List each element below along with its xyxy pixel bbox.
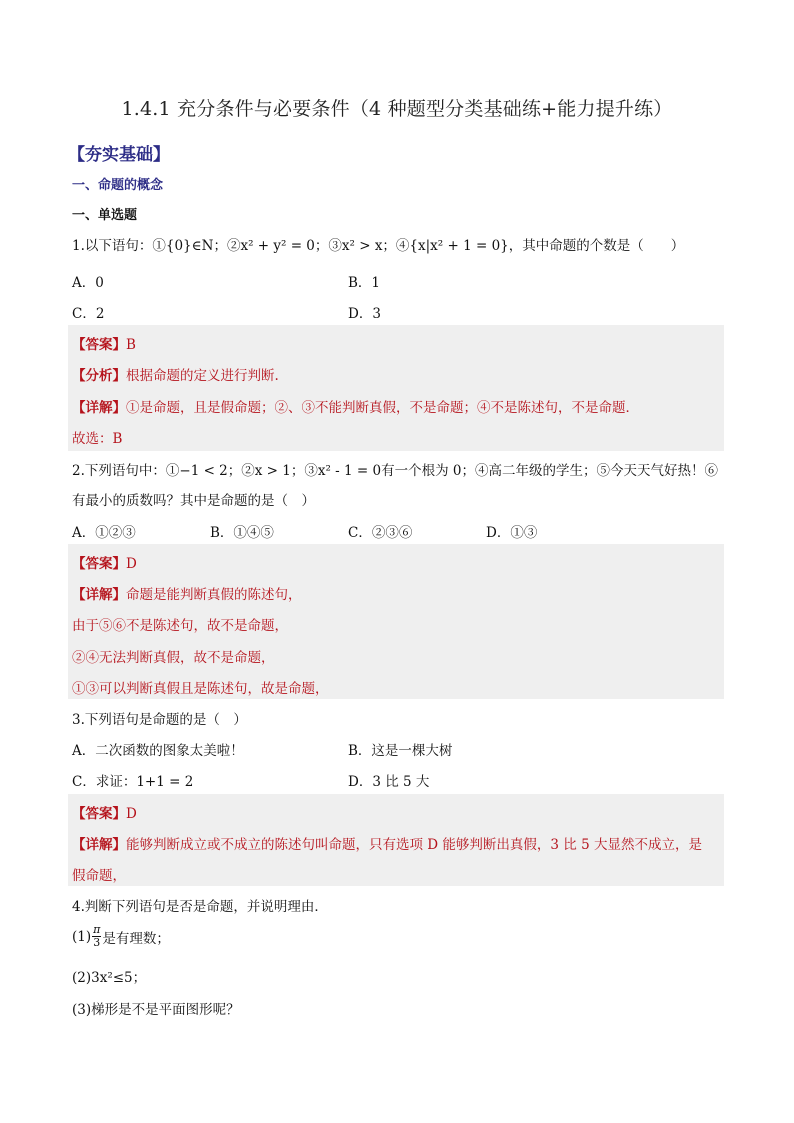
q2-option-d: D．①③ (486, 525, 538, 541)
q2-option-a: A．①②③ (72, 525, 136, 541)
q2-detail-line3: ②④无法判断真假，故不是命题， (72, 650, 275, 666)
item-prefix: (1) (72, 928, 92, 945)
q1-option-c: C．2 (72, 306, 105, 322)
q1-choice: 故选：B (72, 431, 123, 447)
detail-text: ①是命题，且是假命题；②、③不能判断真假，不是命题；④不是陈述句，不是命题． (126, 400, 639, 416)
q2-detail-line2: 由于⑤⑥不是陈述句，故不是命题， (72, 618, 288, 634)
q1-stem: 1.以下语句：①{0}∈N；②x² + y² = 0；③x² > x；④{x|x² + 1 = 0}，其中命题的个数是（ ） (72, 238, 685, 254)
question-type-heading: 一、单选题 (72, 208, 138, 223)
q2-stem-line2: 有最小的质数吗？其中是命题的是（ ） (72, 493, 315, 509)
q2-stem-line1: 2.下列语句中：①−1 < 2；②x > 1；③x² - 1 = 0有一个根为 0；④高二年级的学生；⑤今天天气好热！⑥ (72, 463, 718, 479)
detail-text: 命题是能判断真假的陈述句， (126, 587, 302, 603)
q2-option-c: C．②③⑥ (348, 525, 413, 541)
analysis-tag: 【分析】 (72, 368, 126, 384)
analysis-text: 根据命题的定义进行判断. (126, 368, 279, 384)
answer-value: D (126, 806, 137, 822)
q2-answer (72, 552, 137, 572)
answer-tag: 【答案】 (72, 337, 126, 353)
item-text: 是有理数； (102, 930, 170, 947)
answer-tag: 【答案】 (72, 806, 126, 822)
q3-option-a: A．二次函数的图象太美啦！ (72, 743, 244, 759)
detail-tag: 【详解】 (72, 837, 126, 853)
detail-text: 能够判断成立或不成立的陈述句叫命题，只有选项 D 能够判断出真假，3 比 5 大显然不成立，是 (126, 837, 702, 853)
q3-detail (72, 833, 702, 853)
q2-detail-line4: ①③可以判断真假且是陈述句，故是命题， (72, 681, 329, 697)
answer-value: D (126, 556, 137, 572)
page-title: 1.4.1 充分条件与必要条件（4 种题型分类基础练+能力提升练） (121, 98, 673, 120)
q1-option-a: A．0 (72, 275, 104, 291)
q2-option-b: B．①④⑤ (210, 525, 274, 541)
q3-option-d: D．3 比 5 大 (348, 774, 430, 790)
answer-tag: 【答案】 (72, 556, 126, 572)
q1-analysis (72, 364, 279, 384)
q2-detail (72, 583, 302, 603)
topic-heading: 一、命题的概念 (72, 178, 164, 193)
fraction-numerator: π (93, 923, 101, 936)
q3-detail-line2: 假命题， (72, 868, 126, 884)
q3-stem: 3.下列语句是命题的是（ ） (72, 712, 247, 728)
q4-item-2: (2)3x²≤5； (72, 970, 147, 986)
q3-answer (72, 802, 137, 822)
q1-option-b: B．1 (348, 275, 381, 291)
q4-item-3: (3)梯形是不是平面图形呢？ (72, 1002, 240, 1018)
fraction-denominator: 3 (93, 936, 101, 949)
detail-tag: 【详解】 (72, 587, 126, 603)
section-heading: 【夯实基础】 (68, 145, 170, 165)
q1-detail (72, 396, 639, 416)
q1-answer (72, 333, 136, 353)
detail-tag: 【详解】 (72, 400, 126, 416)
q4-stem: 4.判断下列语句是否是命题，并说明理由． (72, 899, 328, 915)
answer-value: B (126, 337, 136, 353)
q3-option-c: C．求证：1+1 = 2 (72, 774, 194, 790)
q3-option-b: B．这是一棵大树 (348, 743, 453, 759)
q1-answer-block (68, 325, 724, 451)
q1-option-d: D．3 (348, 306, 381, 322)
fraction (92, 924, 101, 949)
q4-item-1 (72, 924, 170, 949)
